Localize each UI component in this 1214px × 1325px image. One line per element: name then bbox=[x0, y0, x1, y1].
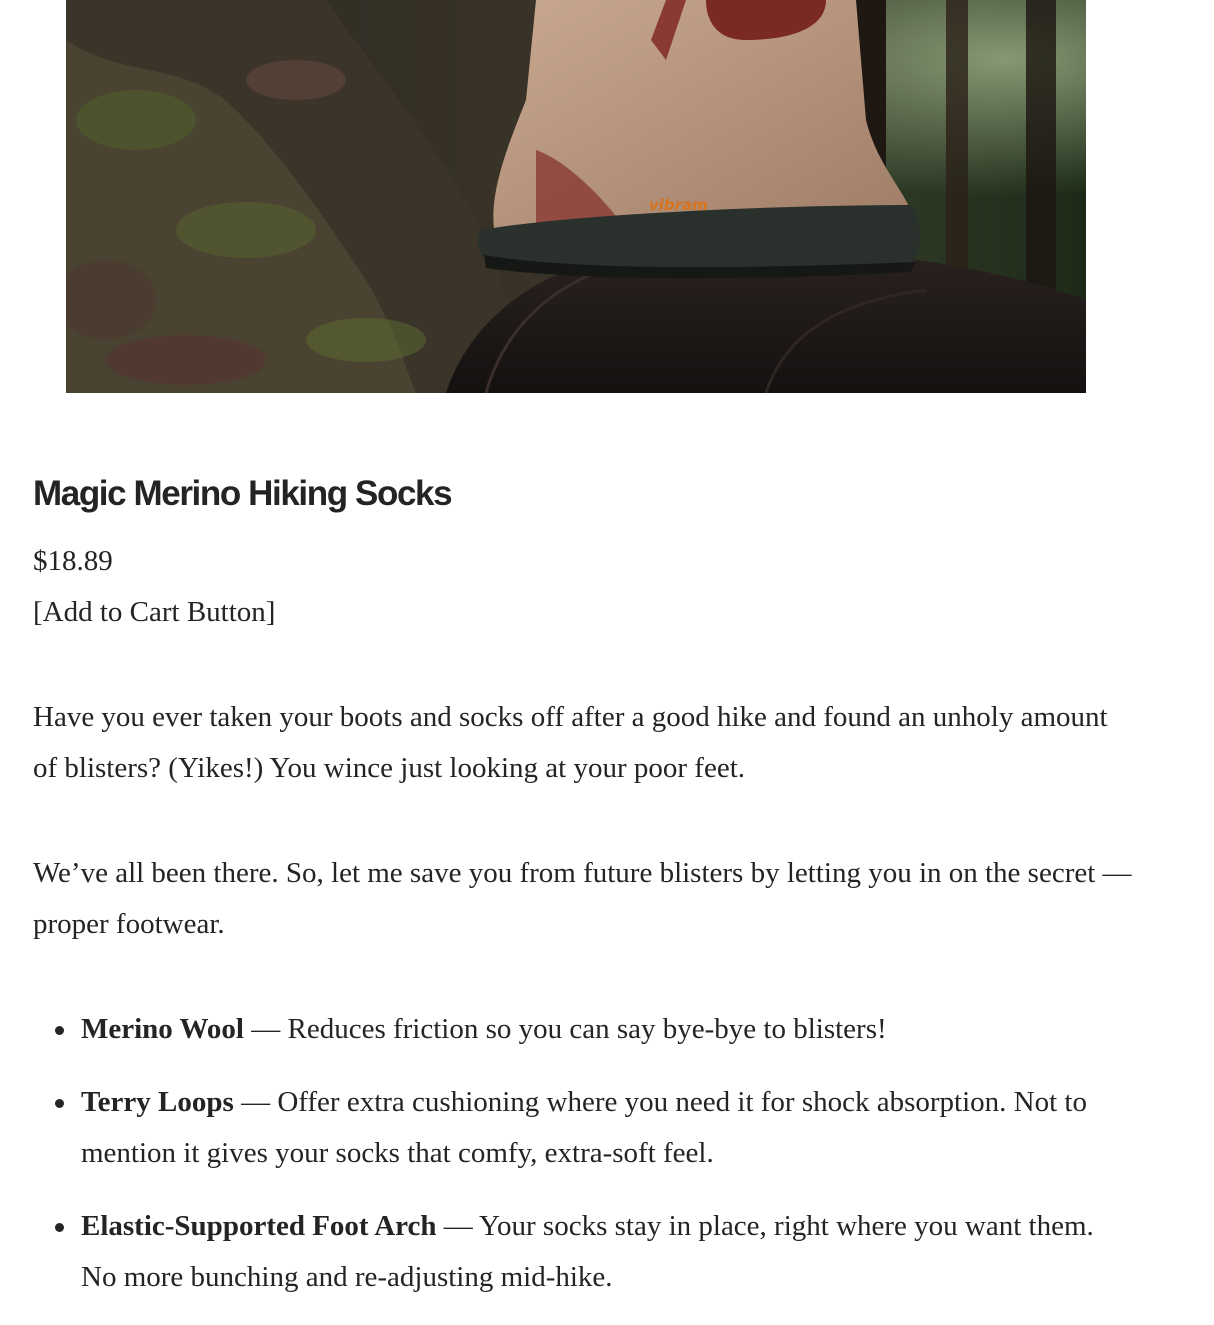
product-price: $18.89 bbox=[33, 545, 113, 577]
vibram-logo: vibram bbox=[649, 196, 708, 214]
product-title: Magic Merino Hiking Socks bbox=[33, 474, 452, 513]
list-item bbox=[81, 1077, 1133, 1179]
feature-description: — Reduces friction so you can say bye-bye to blisters! bbox=[243, 1013, 887, 1045]
secret-paragraph: We’ve all been there. So, let me save you from future blisters by letting you in on the secret — proper footwear. bbox=[33, 857, 1132, 940]
add-to-cart-placeholder: [Add to Cart Button] bbox=[33, 596, 276, 628]
feature-description: — Offer extra cushioning where you need it for shock absorption. Not to mention it gives your socks that comfy, extra-soft feel. bbox=[81, 1086, 1087, 1169]
list-item bbox=[81, 1004, 1133, 1055]
hero-image bbox=[66, 0, 1086, 393]
feature-name: Elastic-Supported Foot Arch bbox=[81, 1210, 437, 1242]
intro-paragraph: Have you ever taken your boots and socks off after a good hike and found an unholy amount of blisters? (Yikes!) You wince just looking at your poor feet. bbox=[33, 701, 1108, 784]
feature-name: Merino Wool bbox=[81, 1013, 244, 1045]
list-item bbox=[81, 1201, 1133, 1303]
feature-list bbox=[33, 1004, 1133, 1303]
feature-name: Terry Loops bbox=[81, 1086, 234, 1118]
product-article bbox=[33, 468, 1133, 1325]
hiking-boot-photo bbox=[66, 0, 1086, 393]
feature-description: — Your socks stay in place, right where you want them. No more bunching and re-adjusting mid-hike. bbox=[81, 1210, 1094, 1293]
